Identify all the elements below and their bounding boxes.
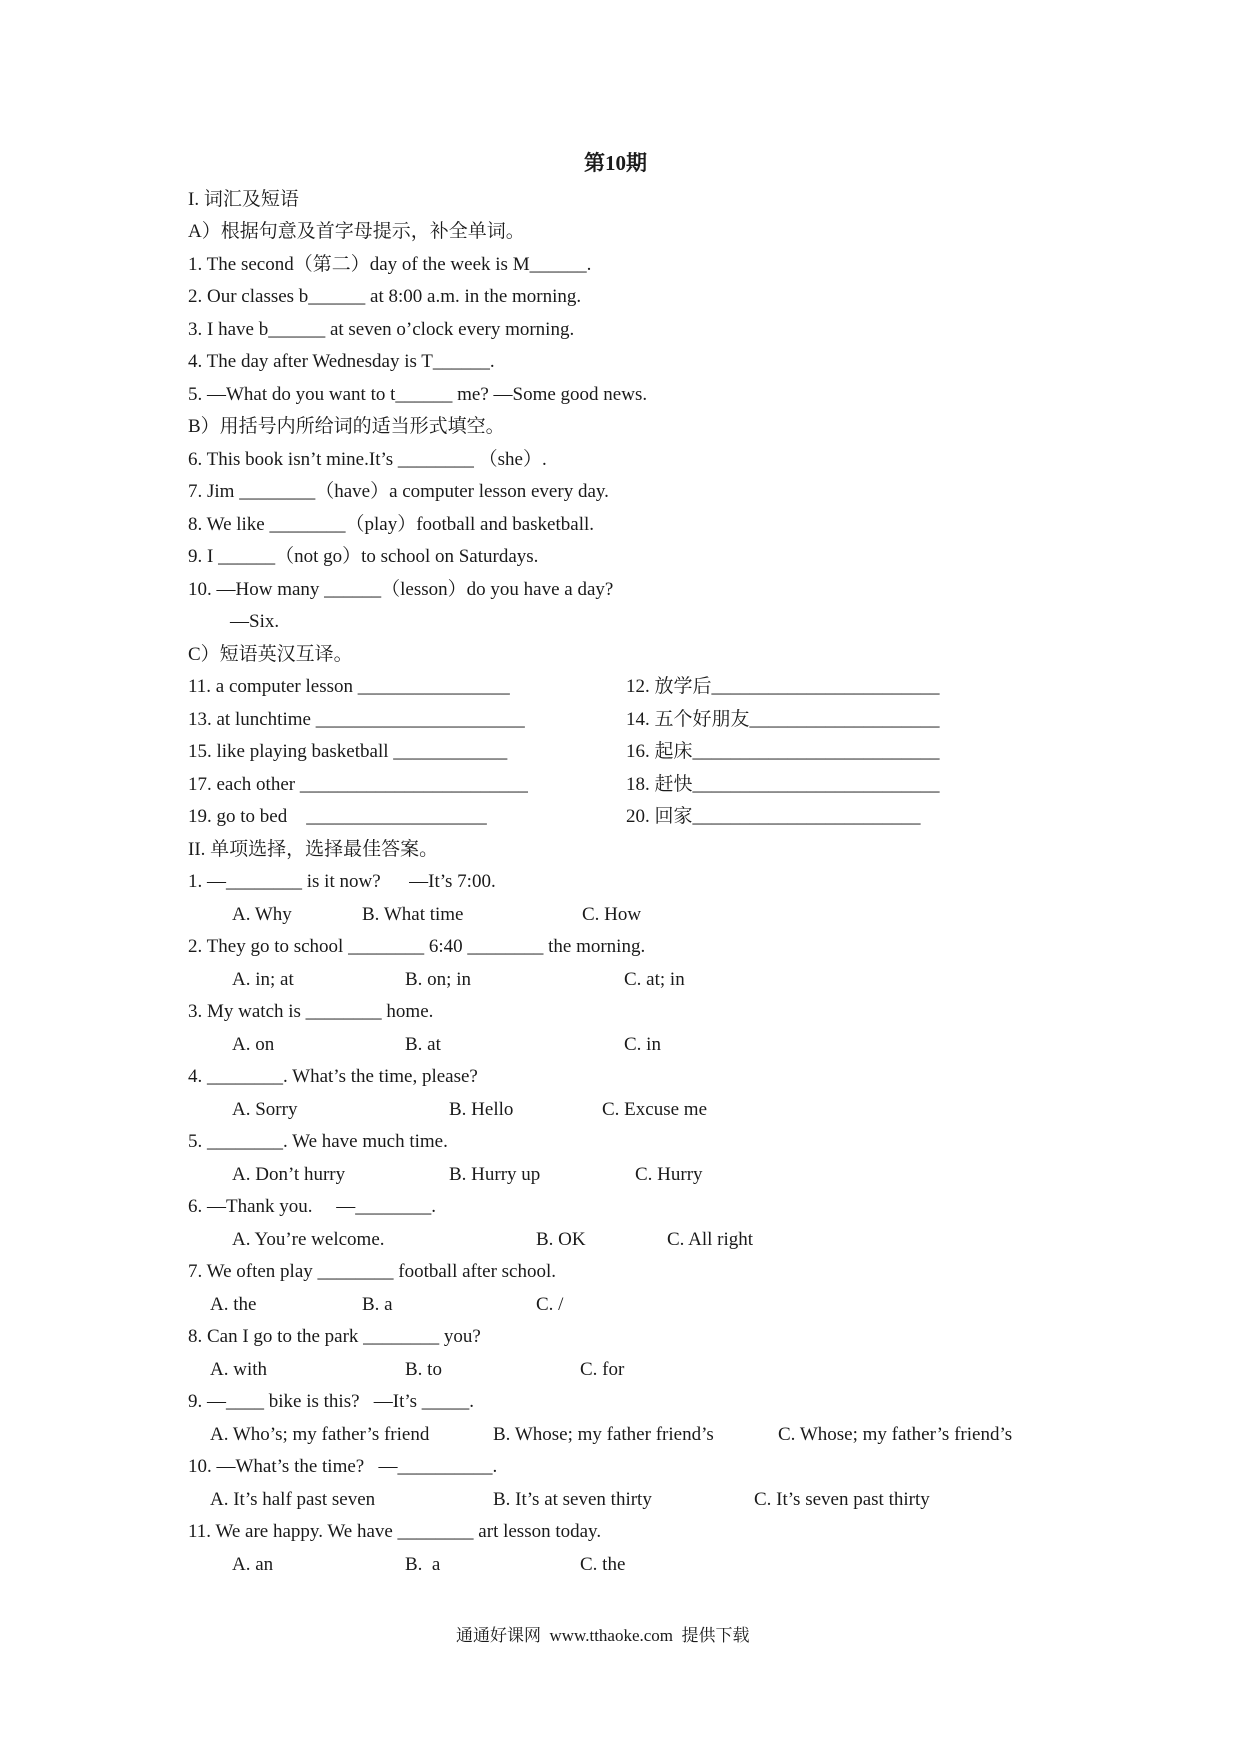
option-b: B. a	[362, 1294, 393, 1315]
option-c: C. for	[580, 1359, 625, 1380]
translation-item-right: 20. 回家________________________	[626, 806, 921, 827]
option-c: C. at; in	[624, 969, 685, 990]
list-item: 4. The day after Wednesday is T______.	[188, 351, 495, 372]
translation-item-right: 14. 五个好朋友____________________	[626, 709, 940, 730]
list-item: 6. This book isn’t mine.It’s ________ （she）.	[188, 449, 547, 470]
option-b: B. What time	[362, 904, 464, 925]
option-a: A. You’re welcome.	[232, 1229, 385, 1250]
option-b: B. Hurry up	[449, 1164, 541, 1185]
translation-item-right: 12. 放学后________________________	[626, 676, 940, 697]
list-item: 2. Our classes b______ at 8:00 a.m. in the morning.	[188, 286, 582, 307]
list-item: 9. I ______（not go）to school on Saturdays.	[188, 546, 539, 567]
option-b: B. at	[405, 1034, 441, 1055]
option-a: A. Who’s; my father’s friend	[210, 1424, 430, 1445]
option-c: C. Whose; my father’s friend’s	[778, 1424, 1013, 1445]
option-a: A. Why	[232, 904, 292, 925]
list-item: 5. —What do you want to t______ me? —Some good news.	[188, 384, 648, 405]
translation-item-left: 15. like playing basketball ____________	[188, 741, 508, 762]
option-c: C. /	[536, 1294, 564, 1315]
question-text: 2. They go to school ________ 6:40 ________ the morning.	[188, 936, 646, 957]
option-c: C. the	[580, 1554, 626, 1575]
section2-heading: II. 单项选择，选择最佳答案。	[188, 839, 439, 860]
question-text: 7. We often play ________ football after school.	[188, 1261, 557, 1282]
option-a: A. on	[232, 1034, 275, 1055]
list-item: —Six.	[230, 611, 280, 632]
question-text: 1. —________ is it now? —It’s 7:00.	[188, 871, 496, 892]
translation-item-left: 13. at lunchtime ______________________	[188, 709, 525, 730]
question-text: 6. —Thank you. —________.	[188, 1196, 437, 1217]
option-a: A. Sorry	[232, 1099, 298, 1120]
option-c: C. Hurry	[635, 1164, 703, 1185]
translation-item-left: 17. each other ________________________	[188, 774, 528, 795]
option-b: B. OK	[536, 1229, 586, 1250]
option-c: C. in	[624, 1034, 661, 1055]
list-item: 10. —How many ______（lesson）do you have a day?	[188, 579, 614, 600]
list-item: 7. Jim ________（have）a computer lesson every day.	[188, 481, 609, 502]
section1-heading: I. 词汇及短语	[188, 189, 299, 210]
option-b: B. a	[405, 1554, 441, 1575]
option-b: B. Whose; my father friend’s	[493, 1424, 714, 1445]
option-c: C. All right	[667, 1229, 754, 1250]
option-a: A. It’s half past seven	[210, 1489, 376, 1510]
page-footer: 通通好课网 www.tthaoke.com 提供下载	[456, 1626, 750, 1645]
translation-item-left: 19. go to bed ___________________	[188, 806, 487, 827]
option-b: B. Hello	[449, 1099, 514, 1120]
question-text: 5. ________. We have much time.	[188, 1131, 448, 1152]
list-item: 1. The second（第二）day of the week is M______.	[188, 254, 592, 275]
option-c: C. How	[582, 904, 642, 925]
question-text: 3. My watch is ________ home.	[188, 1001, 434, 1022]
question-text: 8. Can I go to the park ________ you?	[188, 1326, 481, 1347]
option-a: A. Don’t hurry	[232, 1164, 346, 1185]
option-a: A. with	[210, 1359, 267, 1380]
option-c: C. It’s seven past thirty	[754, 1489, 930, 1510]
translation-item-right: 16. 起床__________________________	[626, 741, 940, 762]
option-a: A. an	[232, 1554, 274, 1575]
page-title: 第10期	[584, 151, 647, 175]
option-a: A. the	[210, 1294, 257, 1315]
list-item: 8. We like ________（play）football and basketball.	[188, 514, 595, 535]
option-a: A. in; at	[232, 969, 294, 990]
question-text: 11. We are happy. We have ________ art lesson today.	[188, 1521, 602, 1542]
partA-heading: A）根据句意及首字母提示，补全单词。	[188, 221, 525, 242]
option-c: C. Excuse me	[602, 1099, 708, 1120]
partB-heading: B）用括号内所给词的适当形式填空。	[188, 416, 505, 437]
partC-heading: C）短语英汉互译。	[188, 644, 353, 665]
translation-item-left: 11. a computer lesson ________________	[188, 676, 510, 697]
option-b: B. It’s at seven thirty	[493, 1489, 652, 1510]
question-text: 10. —What’s the time? —__________.	[188, 1456, 498, 1477]
translation-item-right: 18. 赶快__________________________	[626, 774, 940, 795]
question-text: 9. —____ bike is this? —It’s _____.	[188, 1391, 475, 1412]
question-text: 4. ________. What’s the time, please?	[188, 1066, 478, 1087]
option-b: B. on; in	[405, 969, 471, 990]
list-item: 3. I have b______ at seven o’clock every morning.	[188, 319, 575, 340]
option-b: B. to	[405, 1359, 442, 1380]
